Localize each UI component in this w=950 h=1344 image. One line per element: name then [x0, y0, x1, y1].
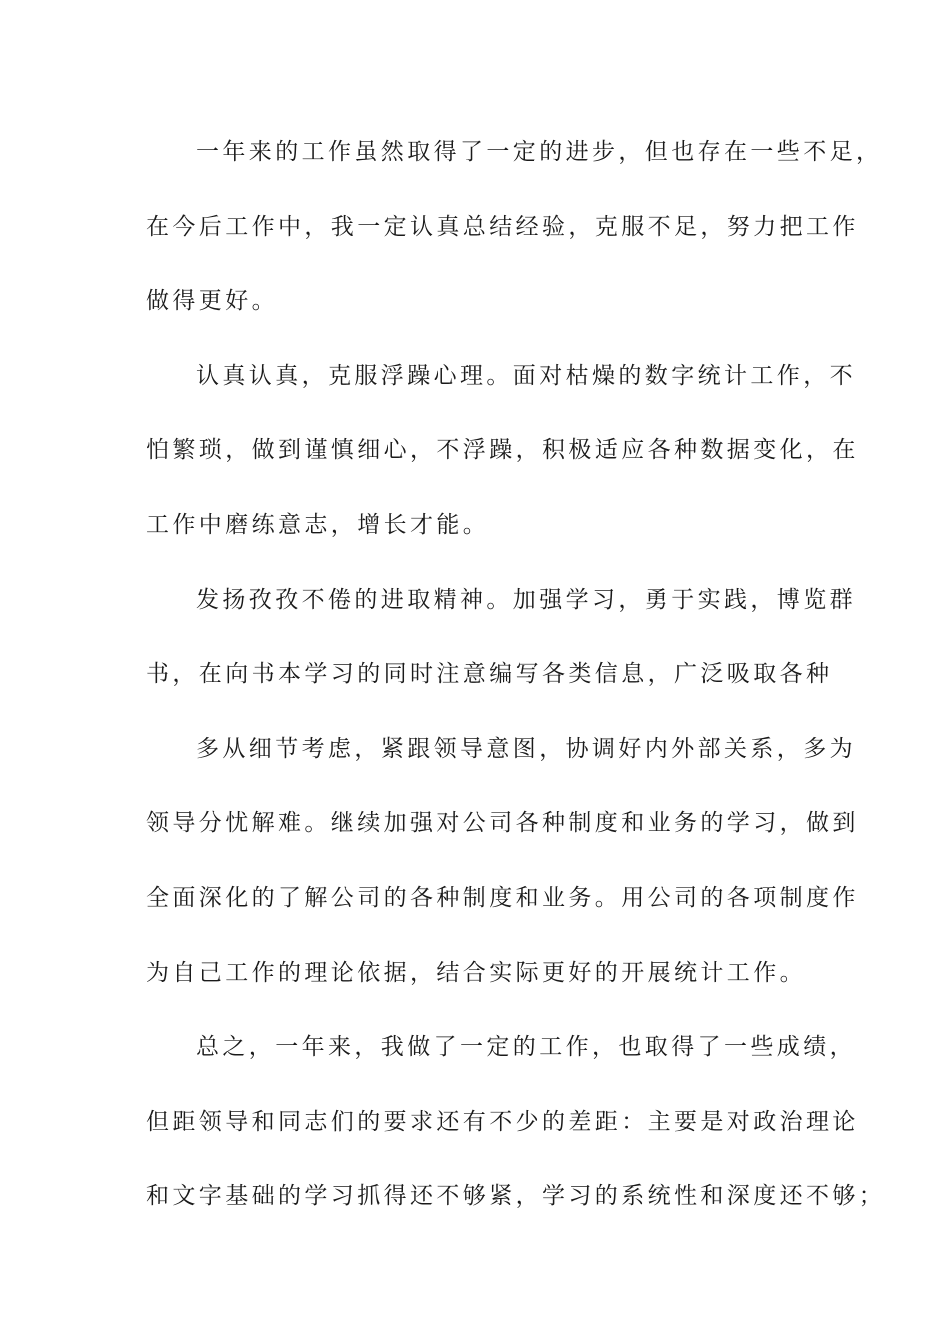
text-line-15: 和文字基础的学习抓得还不够紧，学习的系统性和深度还不够； [146, 1183, 886, 1210]
text-line-9: 多从细节考虑，紧跟领导意图，协调好内外部关系，多为 [196, 735, 856, 762]
text-line-7: 发扬孜孜不倦的进取精神。加强学习，勇于实践，博览群 [196, 586, 856, 613]
text-line-12: 为自己工作的理论依据，结合实际更好的开展统计工作。 [146, 959, 806, 986]
text-line-1: 一年来的工作虽然取得了一定的进步，但也存在一些不足， [196, 139, 883, 165]
text-line-3: 做得更好。 [146, 288, 278, 315]
text-line-6: 工作中磨练意志，增长才能。 [146, 511, 490, 538]
text-line-8: 书，在向书本学习的同时注意编写各类信息，广泛吸取各种 [146, 661, 833, 688]
text-line-5: 怕繁琐，做到谨慎细心，不浮躁，积极适应各种数据变化，在 [146, 437, 859, 464]
text-line-2: 在今后工作中，我一定认真总结经验，克服不足，努力把工作 [146, 213, 859, 240]
text-line-14: 但距领导和同志们的要求还有不少的差距：主要是对政治理论 [146, 1108, 859, 1135]
text-line-11: 全面深化的了解公司的各种制度和业务。用公司的各项制度作 [146, 884, 859, 911]
text-line-10: 领导分忧解难。继续加强对公司各种制度和业务的学习，做到 [146, 810, 859, 837]
text-line-13: 总之，一年来，我做了一定的工作，也取得了一些成绩， [196, 1034, 856, 1061]
text-line-4: 认真认真，克服浮躁心理。面对枯燥的数字统计工作，不 [196, 362, 856, 389]
document-body [146, 124, 886, 1243]
